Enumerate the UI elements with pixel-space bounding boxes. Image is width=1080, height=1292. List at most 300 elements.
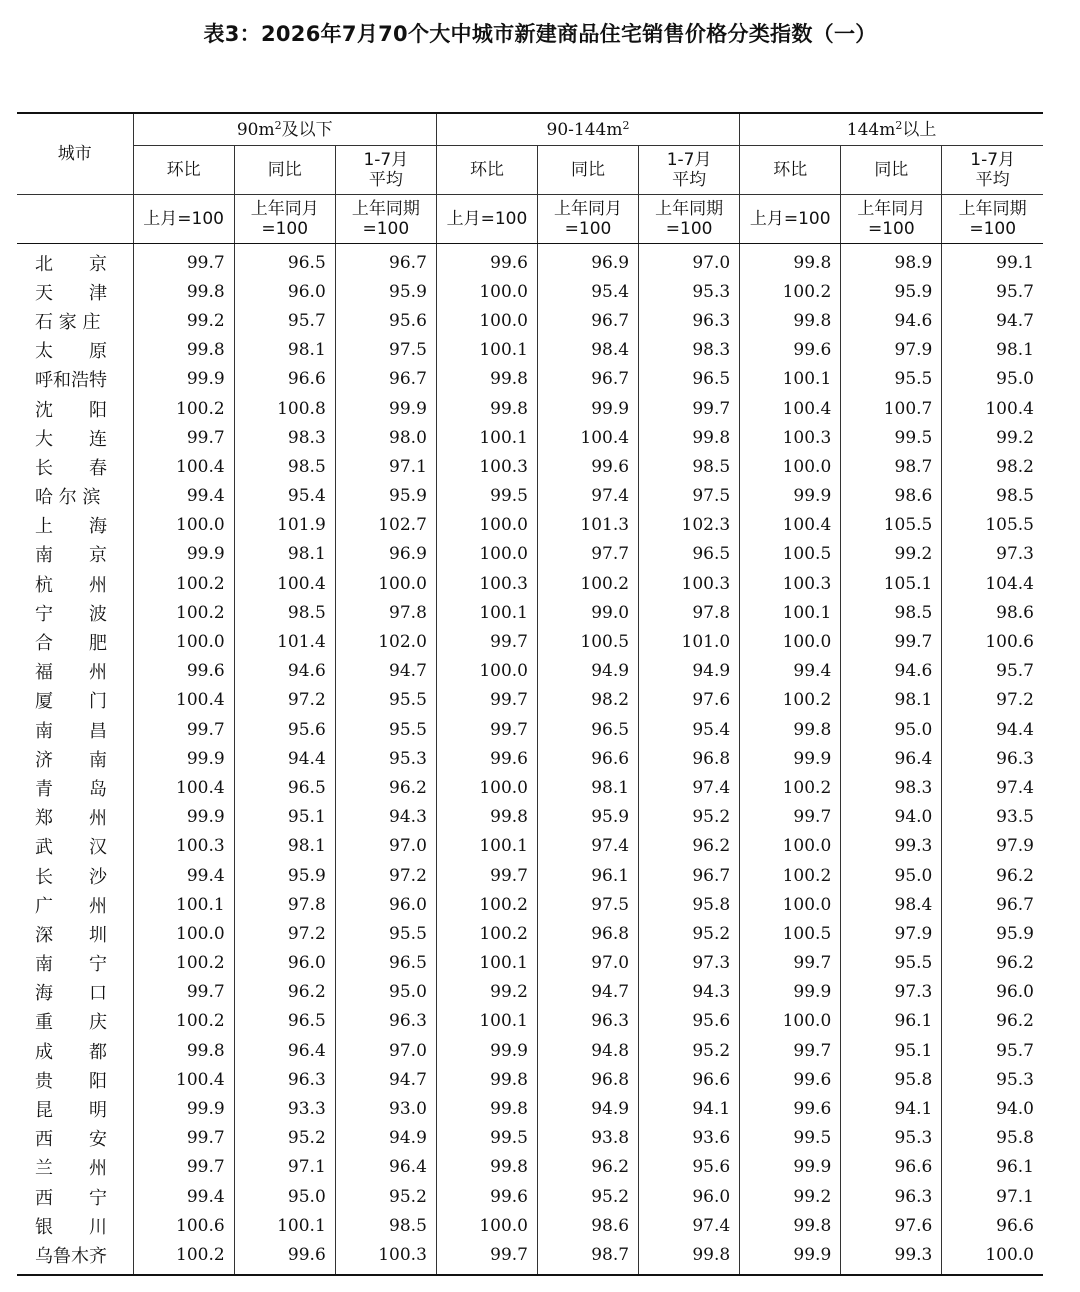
- index-value: 104.4: [985, 573, 1034, 594]
- index-value: 102.0: [335, 627, 436, 656]
- index-value: 102.7: [335, 511, 436, 540]
- index-value: 100.4: [740, 394, 841, 423]
- index-value: 96.2: [996, 953, 1034, 974]
- average-label: 平均: [975, 170, 1010, 190]
- index-value: 99.7: [436, 627, 537, 656]
- table-row: [17, 715, 1043, 744]
- base-label: 上年同期: [655, 199, 724, 219]
- index-value: 100.2: [537, 569, 638, 598]
- index-value: 105.5: [841, 511, 942, 540]
- index-value: 100.2: [133, 1240, 234, 1274]
- index-value: 95.5: [841, 365, 942, 394]
- index-value: 95.9: [996, 923, 1034, 944]
- index-value: 100.0: [985, 1244, 1034, 1265]
- index-value: 97.0: [335, 832, 436, 861]
- index-value: 94.9: [537, 657, 638, 686]
- index-value: 94.6: [234, 657, 335, 686]
- index-value: 99.8: [740, 1211, 841, 1240]
- index-value: 95.2: [537, 1182, 638, 1211]
- table-row: [17, 336, 1043, 365]
- index-value: 100.1: [740, 365, 841, 394]
- table-row: [17, 423, 1043, 452]
- index-value: 97.9: [841, 919, 942, 948]
- index-value: 100.2: [740, 773, 841, 802]
- table-row: [17, 627, 1043, 656]
- index-value: 94.0: [996, 1099, 1034, 1120]
- index-value: 96.6: [234, 365, 335, 394]
- yoy-header: 同比: [537, 146, 638, 195]
- city-name: 成 都: [17, 1036, 133, 1065]
- city-name: 重 庆: [17, 1007, 133, 1036]
- index-value: 100.5: [537, 627, 638, 656]
- index-value: 97.0: [537, 949, 638, 978]
- index-value: 100.2: [740, 861, 841, 890]
- index-value: 95.7: [996, 281, 1034, 302]
- index-value: 99.7: [740, 1036, 841, 1065]
- index-value: 98.5: [234, 452, 335, 481]
- city-name: 乌鲁木齐: [17, 1240, 133, 1274]
- index-value: 99.6: [436, 744, 537, 773]
- index-value: 98.4: [537, 336, 638, 365]
- table-row: [17, 277, 1043, 306]
- index-value: 95.3: [841, 1124, 942, 1153]
- index-value: 99.2: [133, 306, 234, 335]
- index-value: 96.2: [234, 978, 335, 1007]
- index-value: 99.8: [133, 336, 234, 365]
- base-same-month-last-year: [841, 195, 942, 244]
- base-label: 上年同月: [554, 199, 623, 219]
- index-value: 95.2: [335, 1182, 436, 1211]
- table-row: [17, 861, 1043, 890]
- index-value: 95.8: [996, 1128, 1034, 1149]
- yoy-header: 同比: [234, 146, 335, 195]
- index-value: 95.2: [639, 803, 740, 832]
- index-value: 100.6: [133, 1211, 234, 1240]
- city-name: 厦 门: [17, 686, 133, 715]
- index-value: 95.3: [335, 744, 436, 773]
- index-value: 100.6: [985, 632, 1034, 653]
- index-value: 100.0: [740, 452, 841, 481]
- index-value: 100.4: [537, 423, 638, 452]
- index-value: 100.8: [234, 394, 335, 423]
- index-value: 97.5: [537, 890, 638, 919]
- city-name: 天 津: [17, 277, 133, 306]
- mom-header: 环比: [133, 146, 234, 195]
- index-value: 94.3: [639, 978, 740, 1007]
- city-name: 昆 明: [17, 1094, 133, 1123]
- index-value: 99.9: [133, 744, 234, 773]
- table-row: [17, 1007, 1043, 1036]
- index-value: 96.5: [234, 244, 335, 278]
- index-value: 97.6: [841, 1211, 942, 1240]
- index-value: 96.5: [639, 365, 740, 394]
- index-value: 99.6: [234, 1240, 335, 1274]
- index-value: 101.3: [537, 511, 638, 540]
- table-row: [17, 1094, 1043, 1123]
- index-value: 97.2: [234, 919, 335, 948]
- index-value: 100.0: [133, 627, 234, 656]
- index-value: 96.0: [234, 949, 335, 978]
- index-value: 96.2: [639, 832, 740, 861]
- index-value: 94.1: [639, 1094, 740, 1123]
- index-value: 94.6: [841, 306, 942, 335]
- index-value: 96.3: [335, 1007, 436, 1036]
- index-value: 99.2: [841, 540, 942, 569]
- index-value: 100.3: [740, 423, 841, 452]
- index-value: 96.7: [537, 365, 638, 394]
- base-label: 上年同期: [958, 199, 1027, 219]
- index-value: 98.3: [841, 773, 942, 802]
- index-value: 99.8: [740, 715, 841, 744]
- index-value: 99.7: [436, 1240, 537, 1274]
- city-name: 深 圳: [17, 919, 133, 948]
- index-value: 93.3: [234, 1094, 335, 1123]
- index-value: 99.8: [639, 423, 740, 452]
- index-value: 99.3: [841, 1240, 942, 1274]
- index-value: 94.7: [996, 310, 1034, 331]
- index-value: 97.4: [537, 482, 638, 511]
- index-value: 99.8: [639, 1240, 740, 1274]
- index-value: 98.1: [537, 773, 638, 802]
- index-value: 96.3: [996, 748, 1034, 769]
- index-value: 94.0: [841, 803, 942, 832]
- index-value: 102.3: [639, 511, 740, 540]
- index-value: 98.1: [234, 336, 335, 365]
- base-same-period-last-year: [942, 195, 1043, 244]
- index-value: 99.5: [436, 1124, 537, 1153]
- base-same-period-last-year: [335, 195, 436, 244]
- index-value: 95.7: [234, 306, 335, 335]
- base-last-month: 上月=100: [740, 195, 841, 244]
- base-last-month: 上月=100: [436, 195, 537, 244]
- index-value: 93.0: [335, 1094, 436, 1123]
- city-name: 北 京: [17, 244, 133, 278]
- table-row: [17, 306, 1043, 335]
- index-value: 99.6: [740, 336, 841, 365]
- index-value: 98.4: [841, 890, 942, 919]
- index-value: 96.0: [639, 1182, 740, 1211]
- index-value: 95.2: [639, 1036, 740, 1065]
- index-value: 95.3: [996, 1069, 1034, 1090]
- index-value: 99.9: [335, 394, 436, 423]
- average-label: 平均: [368, 170, 403, 190]
- index-value: 96.5: [234, 1007, 335, 1036]
- city-name: 济 南: [17, 744, 133, 773]
- index-value: 95.0: [996, 369, 1034, 390]
- index-value: 99.2: [436, 978, 537, 1007]
- index-value: 97.4: [639, 1211, 740, 1240]
- index-value: 96.7: [537, 306, 638, 335]
- index-value: 100.5: [740, 919, 841, 948]
- index-value: 95.1: [234, 803, 335, 832]
- index-value: 100.0: [740, 1007, 841, 1036]
- index-value: 100.1: [436, 832, 537, 861]
- index-value: 97.3: [996, 544, 1034, 565]
- table-row: [17, 1182, 1043, 1211]
- table-row: [17, 803, 1043, 832]
- ytd-label: 1-7月: [666, 150, 712, 170]
- index-value: 100.4: [985, 398, 1034, 419]
- index-value: 99.7: [740, 949, 841, 978]
- index-value: 98.6: [841, 482, 942, 511]
- index-value: 97.0: [335, 1036, 436, 1065]
- index-value: 100.0: [133, 919, 234, 948]
- index-value: 100.1: [133, 890, 234, 919]
- index-value: 95.7: [996, 661, 1034, 682]
- city-name: 石 家 庄: [17, 306, 133, 335]
- index-value: 100.0: [436, 540, 537, 569]
- index-value: 105.5: [985, 515, 1034, 536]
- ytd-average-header: [639, 146, 740, 195]
- table-row: [17, 1065, 1043, 1094]
- base-label: 上年同月: [857, 199, 926, 219]
- index-value: 101.9: [234, 511, 335, 540]
- city-name: 宁 波: [17, 598, 133, 627]
- index-value: 95.0: [841, 715, 942, 744]
- index-value: 97.2: [335, 861, 436, 890]
- index-value: 100.1: [436, 598, 537, 627]
- index-value: 99.5: [436, 482, 537, 511]
- index-value: 100.1: [234, 1211, 335, 1240]
- index-value: 97.3: [841, 978, 942, 1007]
- table-row: [17, 949, 1043, 978]
- index-value: 100.0: [740, 832, 841, 861]
- index-value: 96.5: [335, 949, 436, 978]
- index-value: 99.9: [133, 803, 234, 832]
- index-value: 97.2: [996, 690, 1034, 711]
- city-name: 大 连: [17, 423, 133, 452]
- city-name: 太 原: [17, 336, 133, 365]
- index-value: 99.4: [133, 482, 234, 511]
- index-value: 95.9: [335, 482, 436, 511]
- index-value: 100.4: [133, 1065, 234, 1094]
- index-value: 96.0: [996, 982, 1034, 1003]
- index-value: 95.5: [335, 715, 436, 744]
- group-header-medium: $90-144m^2$: [436, 113, 739, 146]
- index-value: 96.4: [234, 1036, 335, 1065]
- index-value: 99.8: [133, 277, 234, 306]
- index-value: 100.1: [740, 598, 841, 627]
- index-value: 96.7: [639, 861, 740, 890]
- index-value: 97.3: [639, 949, 740, 978]
- mom-header: 环比: [436, 146, 537, 195]
- table-row: [17, 978, 1043, 1007]
- index-value: 100.2: [133, 949, 234, 978]
- index-value: 99.6: [436, 244, 537, 278]
- city-name: 长 春: [17, 452, 133, 481]
- index-value: 100.3: [436, 569, 537, 598]
- yoy-header: 同比: [841, 146, 942, 195]
- index-value: 100.3: [133, 832, 234, 861]
- base-value: =100: [564, 219, 612, 239]
- index-value: 101.4: [234, 627, 335, 656]
- index-value: 95.8: [639, 890, 740, 919]
- city-name: 青 岛: [17, 773, 133, 802]
- index-value: 101.0: [639, 627, 740, 656]
- index-value: 98.5: [639, 452, 740, 481]
- index-value: 98.1: [996, 340, 1034, 361]
- index-value: 98.1: [234, 832, 335, 861]
- index-value: 98.2: [537, 686, 638, 715]
- index-value: 94.4: [996, 719, 1034, 740]
- base-last-month: 上月=100: [133, 195, 234, 244]
- index-value: 99.7: [436, 686, 537, 715]
- index-value: 100.0: [436, 1211, 537, 1240]
- index-value: 97.1: [335, 452, 436, 481]
- index-value: 97.4: [639, 773, 740, 802]
- index-value: 99.8: [436, 803, 537, 832]
- city-name: 海 口: [17, 978, 133, 1007]
- index-value: 100.0: [133, 511, 234, 540]
- table-row: [17, 598, 1043, 627]
- table-row: [17, 394, 1043, 423]
- index-value: 97.9: [996, 836, 1034, 857]
- index-value: 97.9: [841, 336, 942, 365]
- index-value: 100.0: [740, 890, 841, 919]
- index-value: 96.3: [537, 1007, 638, 1036]
- index-value: 97.1: [234, 1153, 335, 1182]
- city-name: 南 宁: [17, 949, 133, 978]
- city-name: 杭 州: [17, 569, 133, 598]
- mom-header: 环比: [740, 146, 841, 195]
- index-value: 100.4: [133, 452, 234, 481]
- index-value: 99.8: [740, 306, 841, 335]
- ytd-average-header: [942, 146, 1043, 195]
- index-value: 100.0: [436, 306, 537, 335]
- index-value: 99.9: [740, 1153, 841, 1182]
- index-value: 96.1: [537, 861, 638, 890]
- index-value: 95.6: [639, 1007, 740, 1036]
- city-name: 银 川: [17, 1211, 133, 1240]
- index-value: 99.6: [740, 1065, 841, 1094]
- index-value: 100.0: [436, 277, 537, 306]
- index-value: 100.2: [133, 394, 234, 423]
- index-value: 99.1: [996, 252, 1034, 273]
- index-value: 98.9: [841, 244, 942, 278]
- index-value: 93.5: [996, 807, 1034, 828]
- index-value: 97.4: [996, 777, 1034, 798]
- table-row: [17, 1124, 1043, 1153]
- index-value: 95.9: [841, 277, 942, 306]
- index-value: 100.0: [436, 511, 537, 540]
- index-value: 99.7: [841, 627, 942, 656]
- index-value: 100.0: [436, 773, 537, 802]
- index-value: 96.7: [335, 244, 436, 278]
- index-value: 99.4: [133, 1182, 234, 1211]
- city-name: 南 京: [17, 540, 133, 569]
- index-value: 95.1: [841, 1036, 942, 1065]
- city-name: 郑 州: [17, 803, 133, 832]
- index-value: 96.0: [335, 890, 436, 919]
- index-value: 99.7: [133, 1124, 234, 1153]
- base-label: 上年同月: [250, 199, 319, 219]
- table-row: [17, 919, 1043, 948]
- index-value: 98.5: [234, 598, 335, 627]
- city-name: 兰 州: [17, 1153, 133, 1182]
- index-value: 99.9: [537, 394, 638, 423]
- index-value: 99.8: [133, 1036, 234, 1065]
- index-value: 95.6: [639, 1153, 740, 1182]
- index-value: 95.7: [996, 1040, 1034, 1061]
- index-value: 99.7: [133, 244, 234, 278]
- index-value: 100.1: [436, 949, 537, 978]
- index-value: 99.7: [436, 715, 537, 744]
- table-row: [17, 540, 1043, 569]
- empty-header-cell: [17, 195, 133, 244]
- index-value: 99.6: [537, 452, 638, 481]
- city-name: 贵 阳: [17, 1065, 133, 1094]
- city-name: 沈 阳: [17, 394, 133, 423]
- index-value: 105.1: [841, 569, 942, 598]
- index-value: 100.2: [740, 277, 841, 306]
- index-value: 99.7: [133, 1153, 234, 1182]
- index-value: 100.3: [436, 452, 537, 481]
- index-value: 96.1: [996, 1157, 1034, 1178]
- index-value: 98.7: [841, 452, 942, 481]
- index-value: 98.2: [996, 456, 1034, 477]
- index-value: 100.1: [436, 1007, 537, 1036]
- base-value: =100: [261, 219, 309, 239]
- index-value: 99.8: [436, 1153, 537, 1182]
- index-value: 100.0: [335, 569, 436, 598]
- index-value: 100.4: [740, 511, 841, 540]
- city-name: 上 海: [17, 511, 133, 540]
- table-row: [17, 1240, 1043, 1274]
- index-value: 95.9: [335, 277, 436, 306]
- city-name: 合 肥: [17, 627, 133, 656]
- city-name: 广 州: [17, 890, 133, 919]
- city-name: 南 昌: [17, 715, 133, 744]
- index-value: 98.3: [234, 423, 335, 452]
- table-row: [17, 511, 1043, 540]
- index-value: 94.7: [335, 657, 436, 686]
- index-value: 100.1: [436, 423, 537, 452]
- table-row: [17, 1036, 1043, 1065]
- base-same-period-last-year: [639, 195, 740, 244]
- index-value: 96.2: [996, 1011, 1034, 1032]
- index-value: 99.0: [537, 598, 638, 627]
- index-value: 96.5: [234, 773, 335, 802]
- index-value: 100.2: [133, 598, 234, 627]
- index-value: 96.6: [639, 1065, 740, 1094]
- index-value: 95.6: [335, 306, 436, 335]
- base-value: =100: [362, 219, 410, 239]
- index-value: 94.4: [234, 744, 335, 773]
- city-name: 西 安: [17, 1124, 133, 1153]
- index-value: 95.0: [335, 978, 436, 1007]
- city-name: 福 州: [17, 657, 133, 686]
- index-value: 99.8: [436, 1094, 537, 1123]
- index-value: 95.0: [234, 1182, 335, 1211]
- index-value: 99.4: [133, 861, 234, 890]
- city-name: 长 沙: [17, 861, 133, 890]
- index-value: 97.5: [639, 482, 740, 511]
- index-value: 96.9: [537, 244, 638, 278]
- index-value: 96.6: [996, 1215, 1034, 1236]
- index-value: 100.2: [740, 686, 841, 715]
- index-value: 96.9: [335, 540, 436, 569]
- table-row: [17, 569, 1043, 598]
- table-row: [17, 744, 1043, 773]
- index-value: 96.8: [639, 744, 740, 773]
- index-value: 100.2: [133, 569, 234, 598]
- index-value: 97.1: [996, 1186, 1034, 1207]
- base-same-month-last-year: [234, 195, 335, 244]
- base-label: 上年同期: [351, 199, 420, 219]
- base-value: =100: [665, 219, 713, 239]
- index-value: 99.6: [436, 1182, 537, 1211]
- index-value: 99.5: [740, 1124, 841, 1153]
